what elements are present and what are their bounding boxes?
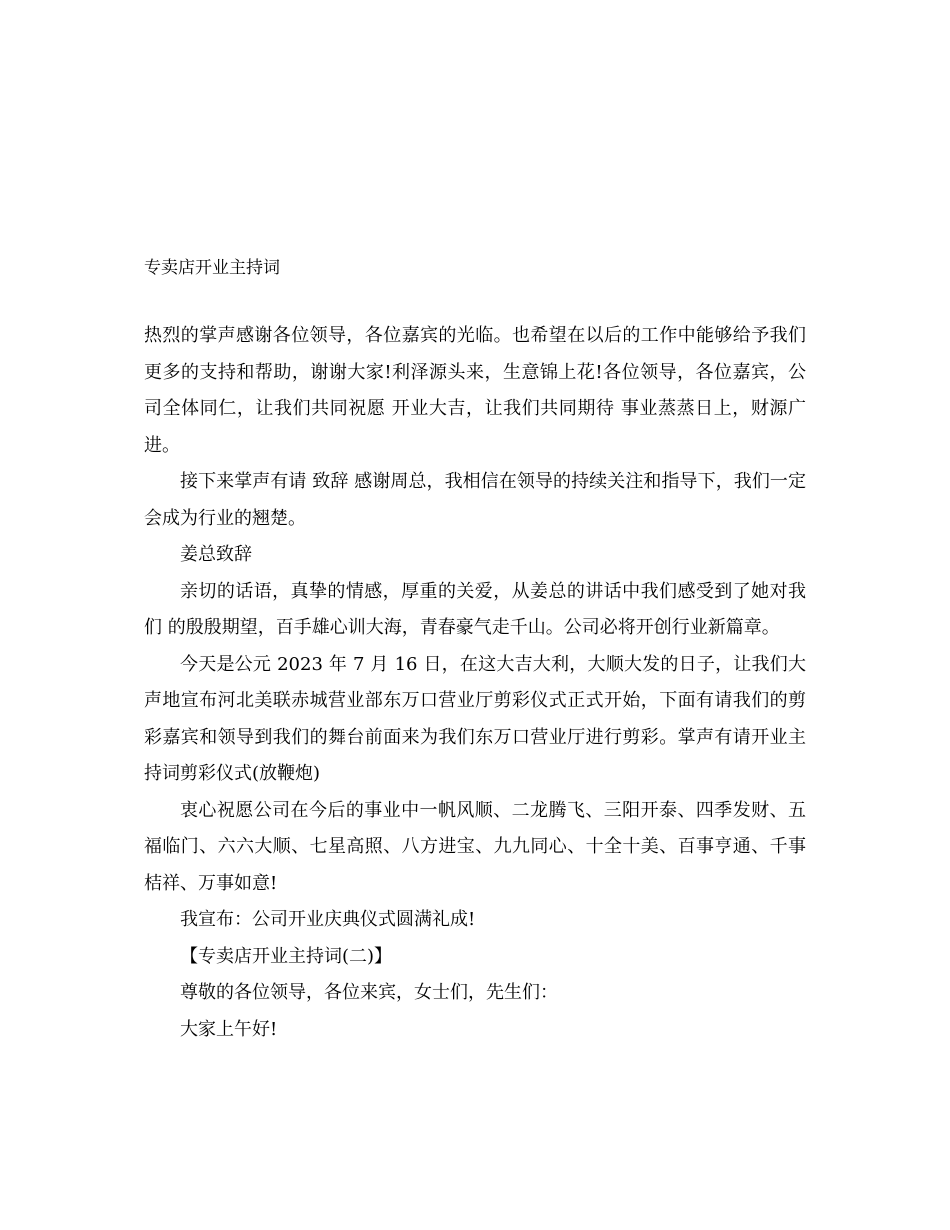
paragraph-7: 我宣布：公司开业庆典仪式圆满礼成!: [180, 909, 476, 930]
document-body: [144, 318, 806, 1048]
paragraph-4: 亲切的话语，真挚的情感，厚重的关爱，从姜总的讲话中我们感受到了她对我们 的殷殷期望，百手雄心训大海，青春豪气走千山。公司必将开创行业新篇章。: [144, 580, 806, 638]
document-title: 专卖店开业主持词: [144, 258, 280, 278]
paragraph-1: 热烈的掌声感谢各位领导，各位嘉宾的光临。也希望在以后的工作中能够给予我们更多的支持和帮助，谢谢大家!利泽源头来，生意锦上花!各位领导，各位嘉宾，公司全体同仁，让我们共同祝愿 开业大吉，让我们共同期待 事业蒸蒸日上，财源广进。: [144, 325, 806, 456]
paragraph-8: 【专卖店开业主持词(二)】: [180, 945, 393, 967]
paragraph-9: 尊敬的各位领导，各位来宾，女士们，先生们：: [180, 982, 558, 1003]
paragraph-5: 今天是公元 2023 年 7 月 16 日，在这大吉大利，大顺大发的日子，让我们大声地宣布河北美联赤城营业部东万口营业厅剪彩仪式正式开始，下面有请我们的剪彩嘉宾和领导到我们的舞台前面来为我们东万口营业厅进行剪彩。掌声有请开业主持词剪彩仪式(放鞭炮): [144, 653, 806, 784]
paragraph-2: 接下来掌声有请 致辞 感谢周总，我相信在领导的持续关注和指导下，我们一定会成为行业的翘楚。: [144, 471, 806, 529]
paragraph-3: 姜总致辞: [180, 544, 252, 565]
paragraph-6: 衷心祝愿公司在今后的事业中一帆风顺、二龙腾飞、三阳开泰、四季发财、五福临门、六六大顺、七星高照、八方进宝、九九同心、十全十美、百事亨通、千事桔祥、万事如意!: [144, 799, 806, 894]
paragraph-10: 大家上午好!: [180, 1018, 278, 1040]
